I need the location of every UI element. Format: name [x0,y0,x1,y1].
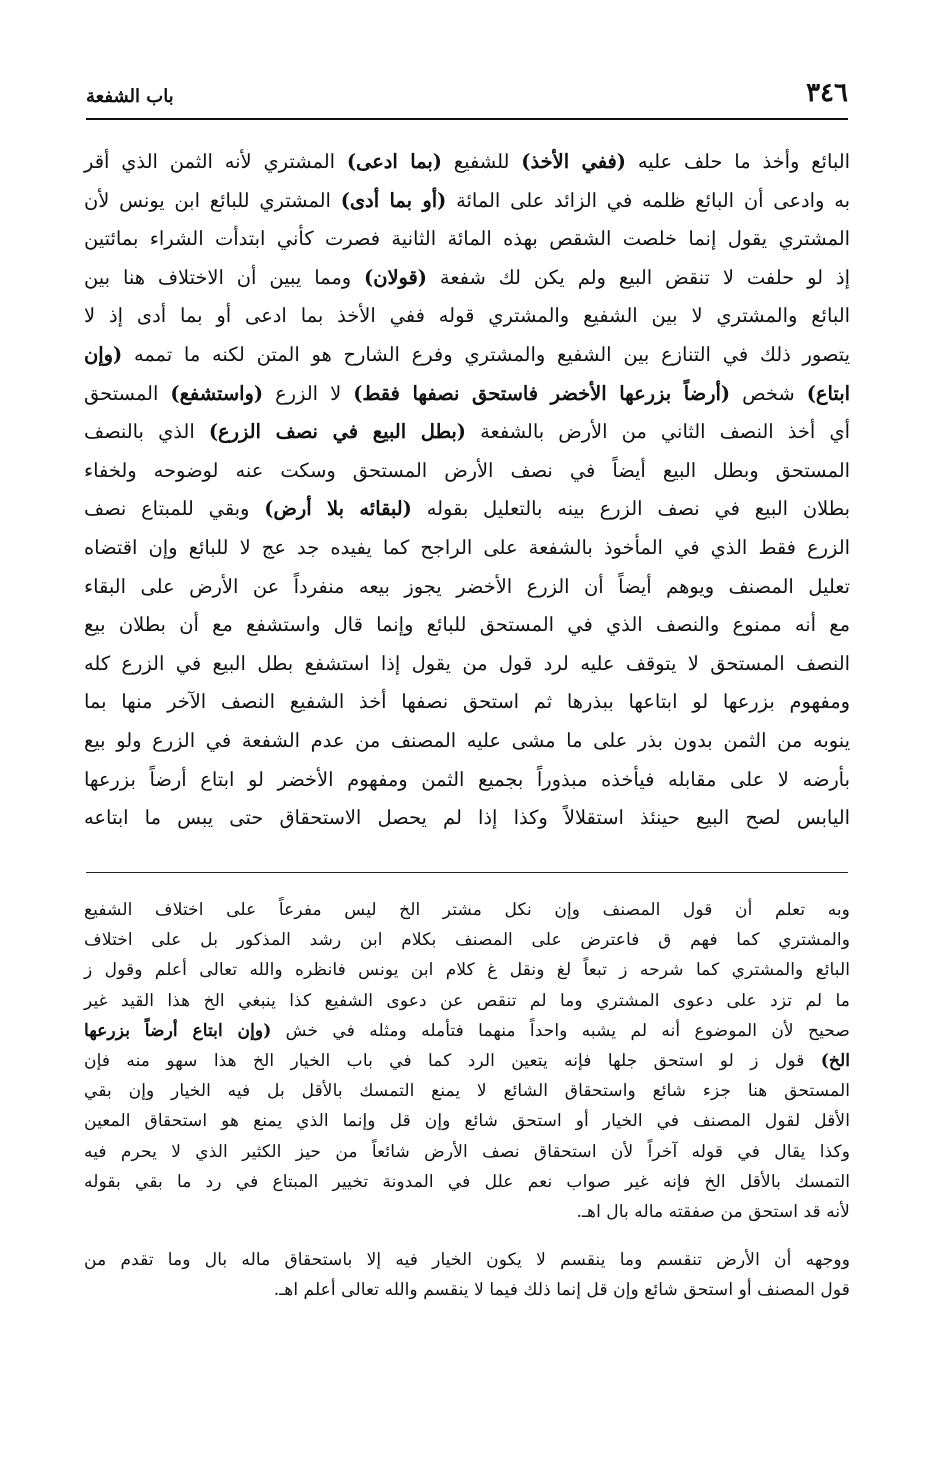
note-line: الأقل لقول المصنف في الخيار أو استحق شائع وإن قل وإنما الذي يمنع هو استحقاق المعين [84,1111,850,1132]
text-line: الزرع فقط الذي في المأخوذ بالشفعة على الراجح كما يفيده جد عج لا للبائع وإن اقتضاه [84,535,850,559]
text-line: أي أخذ النصف الثاني من الأرض بالشفعة (بطل البيع في نصف الزرع) الذي بالنصف [84,420,850,444]
page-number: ٣٤٦ [806,78,848,108]
footnote-paragraph [84,895,850,1227]
text-line: تعليل المصنف ويوهم أيضاً أن الزرع الأخضر يجوز بيعه منفرداً عن الأرض على البقاء [84,574,850,598]
text-line: ابتاع) شخص (أرضاً بزرعها الأخضر فاستحق نصفها فقط) لا الزرع (واستشفع) المستحق [84,381,850,405]
text-line: المستحق وبطل البيع أيضاً في نصف الأرض المستحق وسكت عنه لوضوحه ولخفاء [84,458,850,482]
text-line: إذ لو حلفت لا تنقض البيع ولم يكن لك شفعة (قولان) ومما يبين أن الاختلاف هنا بين [84,265,850,289]
text-line: بأرضه لا على مقابله فيأخذه مبذوراً بجميع الثمن ومفهوم الأخضر لو ابتاع أرضاً بزرعها [84,767,850,791]
note-line: صحيح لأن الموضوع أنه لم يشبه واحداً منهما فتأمله ومثله في خش (وإن ابتاع أرضاً بزرعها [84,1020,850,1041]
chapter-title: باب الشفعة [86,86,174,107]
text-line: بطلان البيع في نصف الزرع بينه بالتعليل بقوله (لبقائه بلا أرض) وبقي للمبتاع نصف [84,497,850,521]
text-line: اليابس لصح البيع حينئذ استقلالاً وكذا إذا لم يحصل الاستحقاق حتى يبس ما ابتاعه [84,806,850,830]
text-line: البائع وأخذ ما حلف عليه (ففي الأخذ) للشفيع (بما ادعى) المشتري لأنه الثمن الذي أقر [84,150,851,173]
note-line: المستحق هنا جزء شائع واستحقاق الشائع لا يمنع التمسك بالأقل بل فيه الخيار وإن بقي [84,1081,850,1102]
text-line: ومفهوم بزرعها لو ابتاعها ببذرها ثم استحق نصفها أخذ الشفيع النصف الآخر منها بما [84,690,850,714]
text-line: البائع والمشتري لا بين الشفيع والمشتري قوله ففي الأخذ بما ادعى أو بما أدى إذ لا [84,304,850,328]
note-line: ما لم تزد على دعوى المشتري وما لم تنقص عن دعوى الشفيع كذا ينبغي الخ هذا القيد غير [84,990,850,1011]
main-paragraph [84,143,850,838]
note-line: ووجهه أن الأرض تنقسم وما ينقسم لا يكون الخيار فيه إلا باستحقاق ماله بال وما تقدم من [84,1250,850,1271]
note-line: التمسك بالأقل الخ فإنه غير صواب نعم علل في المدونة تخيير المبتاع في رد ما بقي بقوله [84,1171,850,1192]
note-line: قول المصنف أو استحق شائع وإن قل إنما ذلك فيما لا ينقسم والله تعالى أعلم اهـ. [273,1280,850,1301]
text-line: النصف المستحق لا يتوقف عليه لرد قول من يقول إذا استشفع بطل البيع في الزرع كله [84,651,850,675]
note-line: والمشتري كما فهم ق فاعترض على المصنف بكلام ابن رشد المذكور بل على اختلاف [84,930,850,951]
note-line: الخ) قول ز لو استحق جلها فإنه يتعين الرد كما في باب الخيار الخ هذا سهو منه فإن [84,1051,850,1072]
note-line: وبه تعلم أن قول المصنف وإن نكل مشتر الخ ليس مفرعاً على اختلاف الشفيع [84,900,850,920]
note-line: وكذا يقال في قوله آخراً لأن استحقاق نصف الأرض شائعاً من حيز الكثير الذي لا يحرم فيه [84,1141,850,1162]
text-line: المشتري يقول إنما خلصت الشقص بهذه المائة الثانية فصرت كأني ابتدأت الشراء بمائتين [84,227,850,251]
text-line: يتصور ذلك في التنازع بين الشفيع والمشتري وفرع الشارح هو المتن لكنه ما تممه (وإن [84,342,850,366]
text-line: به وادعى أن البائع ظلمه في الزائد على المائة (أو بما أدى) المشتري للبائع ابن يونس لأن [84,188,850,212]
footnote-paragraph [84,1245,850,1305]
footnote-separator [86,872,848,873]
page-header [86,78,848,118]
main-text [84,143,850,838]
note-line: البائع والمشتري كما شرحه ز تبعاً لغ ونقل غ كلام ابن يونس فانظره والله تعالى أعلم وقول ز [84,960,850,981]
header-rule [86,118,848,120]
footnotes [84,895,850,1306]
note-line: لأنه قد استحق من صفقته ماله بال اهـ. [576,1202,850,1223]
text-line: ينوبه من الثمن بدون بذر على ما مشى عليه المصنف من عدم الشفعة في الزرع ولو بيع [84,728,850,752]
text-line: مع أنه ممنوع والنصف الذي في المستحق للبائع وإنما قال واستشفع مع أن بطلان بيع [84,613,850,637]
